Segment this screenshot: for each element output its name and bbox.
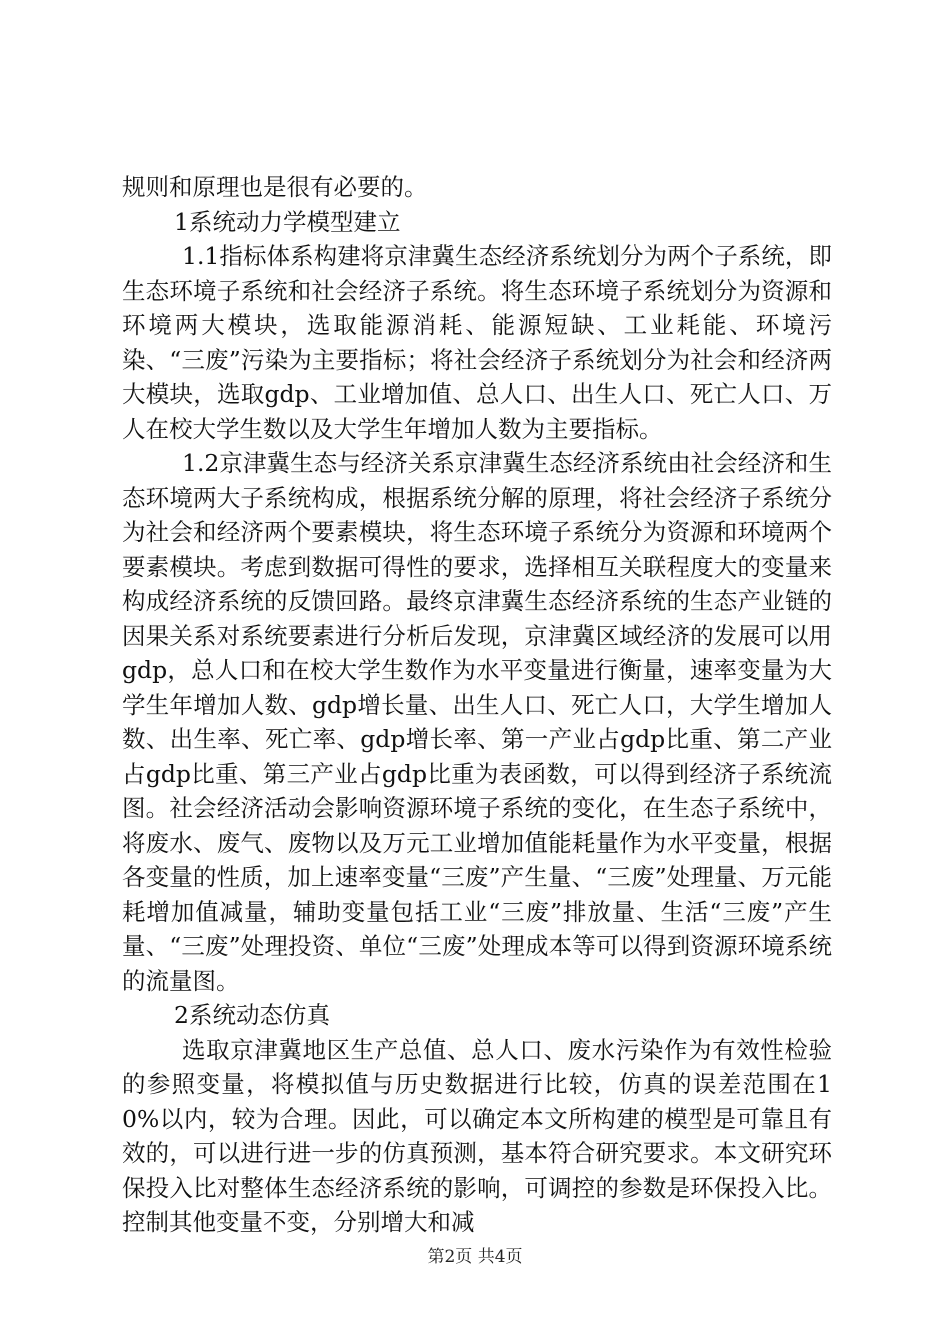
page-footer: 第2页 共4页 xyxy=(427,1247,523,1267)
document-body xyxy=(122,170,832,1240)
paragraph-continuation: 规则和原理也是很有必要的。 xyxy=(122,173,428,201)
paragraph-1-1: 1.1指标体系构建将京津冀生态经济系统划分为两个子系统，即生态环境子系统和社会经济子系统。将生态环境子系统划分为资源和环境两大模块，选取能源消耗、能源短缺、工业耗能、环境污染、“三废”污染为主要指标；将社会经济子系统划分为社会和经济两大模块，选取gdp、工业增加值、总人口、出生人口、死亡人口、万人在校大学生数以及大学生年增加人数为主要指标。 xyxy=(122,242,832,443)
paragraph-2: 选取京津冀地区生产总值、总人口、废水污染作为有效性检验的参照变量，将模拟值与历史数据进行比较，仿真的误差范围在10%以内，较为合理。因此，可以确定本文所构建的模型是可靠且有效的，可以进行进一步的仿真预测，基本符合研究要求。本文研究环保投入比对整体生态经济系统的影响，可调控的参数是环保投入比。控制其他变量不变，分别增大和减 xyxy=(122,1035,832,1236)
section-heading-1: 1系统动力学模型建立 xyxy=(174,207,401,236)
paragraph-1-2: 1.2京津冀生态与经济关系京津冀生态经济系统由社会经济和生态环境两大子系统构成，根据系统分解的原理，将社会经济子系统分为社会和经济两个要素模块，将生态环境子系统分为资源和环境两个要素模块。考虑到数据可得性的要求，选择相互关联程度大的变量来构成经济系统的反馈回路。最终京津冀生态经济系统的生态产业链的因果关系对系统要素进行分析后发现，京津冀区域经济的发展可以用gdp，总人口和在校大学生数作为水平变量进行衡量，速率变量为大学生年增加人数、gdp增长量、出生人口、死亡人口，大学生增加人数、出生率、死亡率、gdp增长率、第一产业占gdp比重、第二产业占gdp比重、第三产业占gdp比重为表函数，可以得到经济子系统流图。社会经济活动会影响资源环境子系统的变化，在生态子系统中，将废水、废气、废物以及万元工业增加值能耗量作为水平变量，根据各变量的性质，加上速率变量“三废”产生量、“三废”处理量、万元能耗增加值减量，辅助变量包括工业“三废”排放量、生活“三废”产生量、“三废”处理投资、单位“三废”处理成本等可以得到资源环境系统的流量图。 xyxy=(122,449,832,995)
section-heading-2: 2系统动态仿真 xyxy=(174,1001,330,1029)
